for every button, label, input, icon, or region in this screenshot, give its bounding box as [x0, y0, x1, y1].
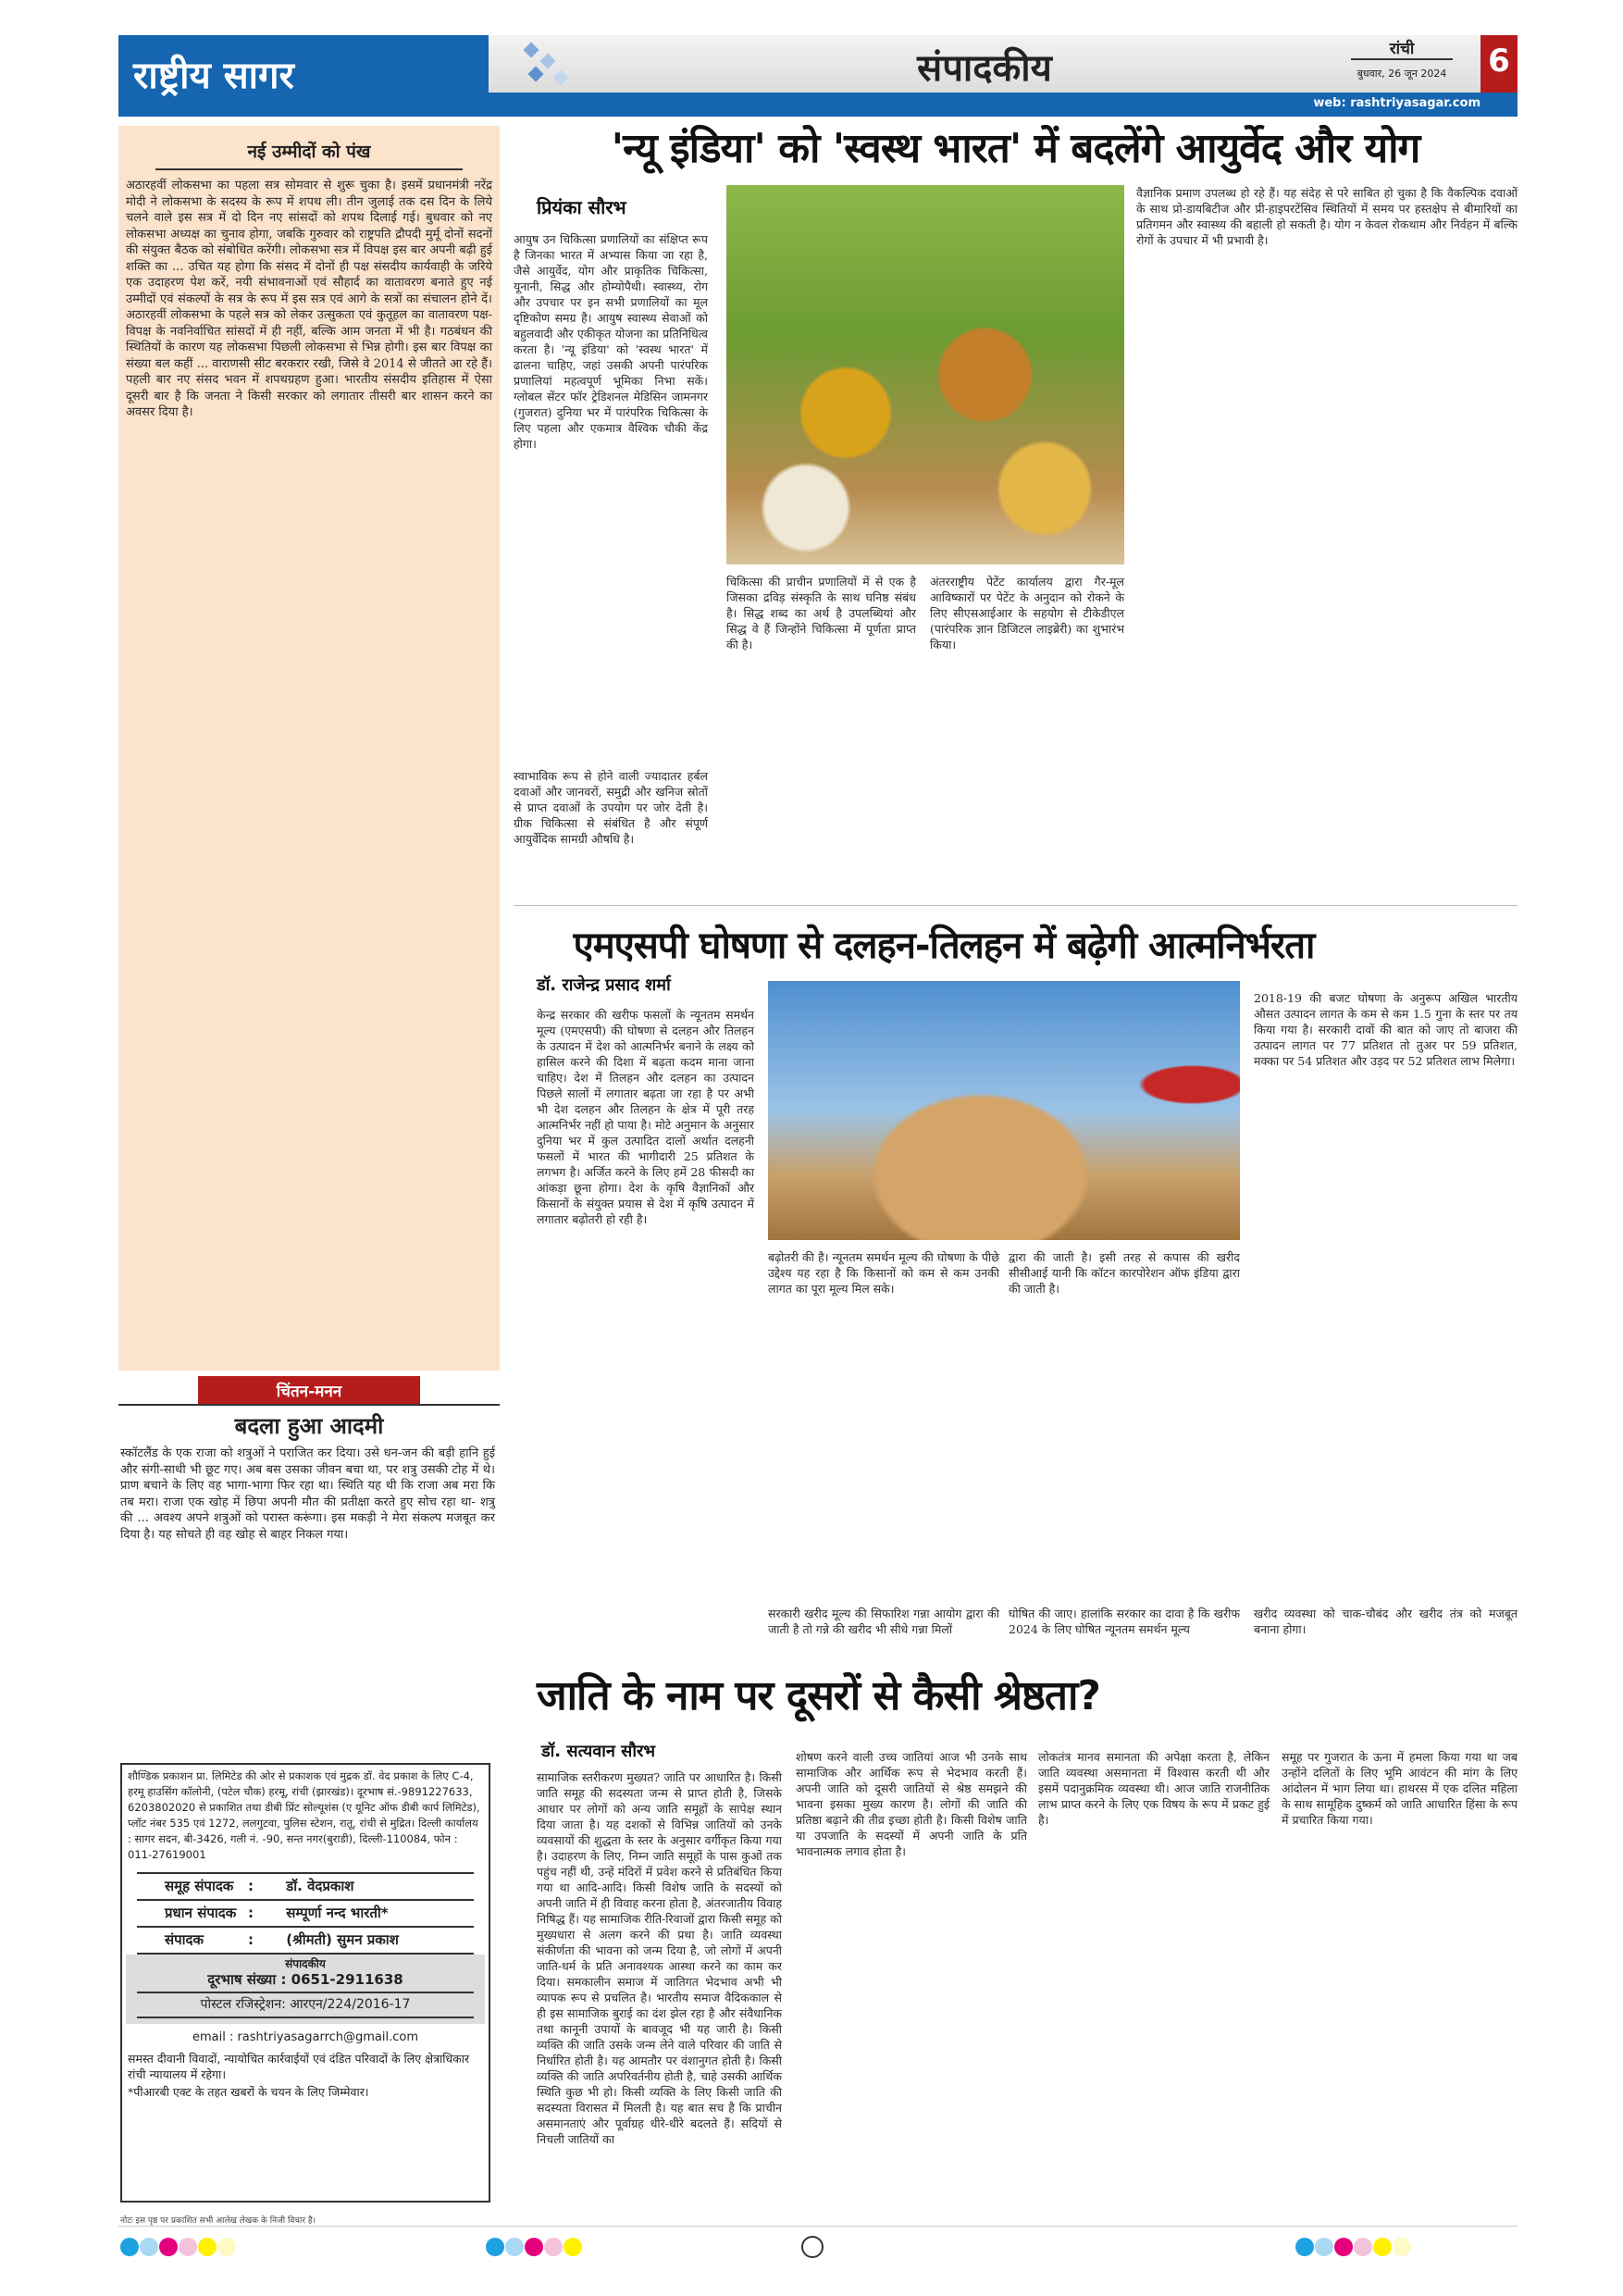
- chintan-label: चिंतन-मनन: [198, 1376, 420, 1404]
- editor-name: : सम्पूर्णा नन्द भारती*: [248, 1905, 389, 1921]
- article2-headline: एमएसपी घोषणा से दलहन-तिलहन में बढ़ेगी आत्मनिर्भरता: [573, 925, 1315, 967]
- article1-col3: स्वाभाविक रूप से होने वाली ज्यादातर हर्बल दवाओं और जानवरों, समुद्री और खनिज स्रोतों से प्राप्त दवाओं के उपयोग पर जोर देती है। ग्रीक चिकित्सा से संबंधित है और संपूर्ण आयुर्वेदिक सामग्री औषधि है।: [514, 769, 708, 846]
- article1-col1: आयुष उन चिकित्सा प्रणालियों का संक्षिप्त रूप है जिनका भारत में अभ्यास किया जा रहा है, जैसे आयुर्वेद, योग और प्राकृतिक चिकित्सा, यूनानी, सिद्ध और होम्योपैथी। स्वास्थ्य, रोग और उपचार पर इन सभी प्रणालियों का मूल दृष्टिकोण समग्र है। आयुष स्वास्थ्य सेवाओं को बहुलवादी और एकीकृत योजना का प्रतिनिधित्व करता है। 'न्यू इंडिया' को 'स्वस्थ भारत' में ढालना चाहिए, जहां उसकी अपनी पारंपरिक प्रणालियां महत्वपूर्ण भूमिका निभा सकें। ग्लोबल सेंटर फॉर ट्रेडिशनल मेडिसिन जामनगर (गुजरात) दुनिया भर में पारंपरिक चिकित्सा के लिए पहला और एकमात्र वैश्विक चौकी केंद्र होगा।: [514, 232, 708, 451]
- header-strip: [489, 93, 1518, 117]
- divider: [118, 2226, 1518, 2227]
- editor-name: : डॉ. वेदप्रकाश: [248, 1878, 354, 1894]
- article1-col5: वैज्ञानिक प्रमाण उपलब्ध हो रहे हैं। यह संदेह से परे साबित हो चुका है कि वैकल्पिक दवाओं के साथ प्रो-डायबिटीज और प्री-हाइपरटेंसिव स्थितियों में समय पर हस्तक्षेप से बीमारियों का प्रतिगमन और स्वास्थ्य की बहाली हो सकती है। योग न केवल रोकथाम और निर्वहन में बल्कि रोगों के उपचार में भी प्रभावी है।: [1136, 186, 1518, 247]
- article1-byline: प्रियंका सौरभ: [537, 196, 626, 218]
- ayurveda-herbs-image: [726, 185, 1124, 565]
- chintan-title: बदला हुआ आदमी: [234, 1413, 384, 1439]
- editor-role: संपादक: [165, 1931, 204, 1948]
- article2-col3: द्वारा की जाती है। इसी तरह से कपास की खरीद सीसीआई यानी कि कॉटन कारपोरेशन ऑफ इंडिया द्वारा की जाती है।: [1009, 1250, 1240, 1296]
- divider: [118, 1404, 500, 1406]
- chintan-body: स्कॉटलैंड के एक राजा को शत्रुओं ने पराजित कर दिया। उसे धन-जन की बड़ी हानि हुई और संगी-साथी भी छूट गए। अब बस उसका जीवन बचा था, पर शत्रु उसकी टोह में थे। प्राण बचाने के लिए वह भागा-भागा फिर रहा था। स्थिति यह थी कि राजा अब मरा कि तब मरा। राजा एक खोह में छिपा अपनी मौत की प्रतीक्षा करते हुए सोच रहा था- शत्रु की ... अवश्य अपने शत्रुओं को परास्त करूंगा। इस मकड़ी ने मेरा संकल्प मजबूत कर दिया है। यह सोचते ही वह खोह से बाहर निकल गया।: [120, 1446, 495, 1542]
- article3-col3: लोकतंत्र मानव समानता की अपेक्षा करता है, लेकिन जाति व्यवस्था असमानता में विश्वास करती थी और इसमें पदानुक्रमिक व्यवस्था थी। आज जाति राजनीतिक लाभ प्राप्त करने के लिए एक विषय के रूप में प्रकट हुई है।: [1038, 1750, 1270, 1827]
- section-title: संपादकीय: [917, 47, 1052, 90]
- article2-col4: 2018-19 की बजट घोषणा के अनुरूप अखिल भारतीय औसत उत्पादन लागत के कम से कम 1.5 गुना के स्तर पर तय किया गया है। सरकारी दावों की बात को जाए तो बाजरा की उत्पादन लागत पर 77 प्रतिशत तो तुअर पर 59 प्रतिशत, मक्का पर 54 प्रतिशत और उड़द पर 52 प्रतिशत लाभ मिलेगा।: [1254, 991, 1518, 1068]
- edition-city: रांची: [1351, 37, 1453, 60]
- publisher-info: शौण्डिक प्रकाशन प्रा. लिमिटेड की ओर से प्रकाशक एवं मुद्रक डॉ. वेद प्रकाश के लिए C-4, हरमू हाउसिंग कॉलोनी, (पटेल चौक) हरमू, रांची (झारखंड)। दूरभाष सं.-9891227633, 6203802020 से प्रकाशित तथा डीबी प्रिंट सोल्यूशंस (ए यूनिट ऑफ डीबी कार्प लिमिटेड), प्लॉट नंबर 535 एवं 1272, ललगुटवा, पुलिस स्टेशन, रातू, रांची से मुद्रित। दिल्ली कार्यालय : सागर सदन, बी-3426, गली नं. -90, सन्त नगर(बुराडी), दिल्ली-110084, फोन : 011-27619001: [128, 1769, 480, 1861]
- editor-role: प्रधान संपादक: [165, 1905, 237, 1921]
- editor-role: समूह संपादक: [165, 1878, 234, 1894]
- section-band: [489, 35, 1481, 93]
- grain-harvest-image: [768, 981, 1240, 1240]
- editor-name: : (श्रीमती) सुमन प्रकाश: [248, 1931, 399, 1948]
- article2-col1: केन्द्र सरकार की खरीफ फसलों के न्यूनतम समर्थन मूल्य (एमएसपी) की घोषणा से दलहन और तिलहन के उत्पादन में देश को आत्मनिर्भर बनाने के लक्ष्य को हासिल करने की दिशा में बढ़ता कदम माना जाना चाहिए। देश में तिलहन और दलहन का उत्पादन पिछले सालों में लगातार बढ़ता जा रहा है पर अभी भी देश दलहन और तिलहन के क्षेत्र में पूरी तरह आत्मनिर्भर नहीं हो पाया है। मोटे अनुमान के अनुसार दुनिया भर में कुल उत्पादित दालों अर्थात दलहनी फसलों में भारत की भागीदारी 25 प्रतिशत के लगभग है। अर्जित करने के लिए हमें 28 फीसदी का आंकड़ा छूना होगा। देश के कृषि वैज्ञानिकों और किसानों के संयुक्त प्रयास से देश में कृषि उत्पादन में लगातार बढ़ोतरी हो रही है।: [537, 1008, 754, 1226]
- issue-date: बुधवार, 26 जून 2024: [1357, 68, 1447, 80]
- article2-col2: बढ़ोतरी की है। न्यूनतम समर्थन मूल्य की घोषणा के पीछे उद्देश्य यह रहा है कि किसानों को कम से कम उनकी लागत का पूरा मूल्य मिल सके।: [768, 1250, 999, 1296]
- masthead-logo: राष्ट्रीय सागर: [118, 35, 489, 117]
- prb-note: *पीआरबी एक्ट के तहत खबरों के चयन के लिए जिम्मेवार।: [128, 2085, 369, 2099]
- editorial-body: अठारहवीं लोकसभा का पहला सत्र सोमवार से शुरू चुका है। इसमें प्रधानमंत्री नरेंद्र मोदी ने लोकसभा के सदस्य के रूप में शपथ ली। तीन जुलाई तक दस दिन के लिये चलने वाले इस सत्र में दो दिन नए सांसदों को शपथ दिलाई गई। बुधवार को नए लोकसभा अध्यक्ष का चुनाव होगा, जबकि गुरुवार को राष्ट्रपति द्रौपदी मुर्मू दोनों सदनों की संयुक्त बैठक को संबोधित करेंगी। लोकसभा सत्र में विपक्ष इस बार अपनी बढ़ी हुई शक्ति का ... उचित यह होगा कि संसद में दोनों ही पक्ष संसदीय कार्यवाही के जरिये एक उदाहरण पेश करें, नयी संभावनाओं एवं सौहार्द का वातावरण बनाते हुए नई उम्मीदों एवं संकल्पों के सत्र के रूप में इस सत्र एवं आगे के सत्रों का संचालन होने दें। अठारहवीं लोकसभा के पहले सत्र को लेकर उत्सुकता एवं कुतूहल का वातावरण पक्ष-विपक्ष के नवनिर्वाचित सांसदों में ही नहीं, बल्कि आम जनता में भी है। गठबंधन की स्थितियों के कारण यह लोकसभा पिछली लोकसभा से भिन्न होगी। इस बार विपक्ष का संख्या बल कहीं ... वाराणसी सीट बरकरार रखी, जिसे वे 2014 से जीतते आ रहे हैं। पहली बार नए संसद भवन में शपथग्रहण हुआ। भारतीय संसदीय इतिहास में ऐसा दूसरी बार है कि जनता ने किसी सरकार को लगातार तीसरी बार शासन करने का अवसर दिया है।: [126, 179, 492, 419]
- article2-tail: सरकारी खरीद मूल्य की सिफारिश गन्ना आयोग द्वारा की जाती है तो गन्ने की खरीद भी सीधे गन्ना मिलों: [768, 1607, 999, 1636]
- article3-col4: समूह पर गुजरात के ऊना में हमला किया गया था जब उन्होंने दलितों के लिए भूमि आवंटन की मांग के लिए आंदोलन में भाग लिया था। हाथरस में एक दलित महिला के साथ सामूहिक दुष्कर्म को जाति आधारित हिंसा के रूप में प्रचारित किया गया।: [1282, 1750, 1518, 1827]
- page-number: 6: [1481, 35, 1518, 93]
- editor-row: [137, 1874, 474, 1901]
- article2-tail: घोषित की जाए। हालांकि सरकार का दावा है कि खरीफ 2024 के लिए घोषित न्यूनतम समर्थन मूल्य: [1009, 1607, 1240, 1636]
- desk-label: संपादकीय: [285, 1957, 326, 1970]
- article3-col2: शोषण करने वाली उच्च जातियां आज भी उनके साथ सामाजिक और आर्थिक रूप से भेदभाव करती हैं। अपनी जाति को दूसरी जातियों से श्रेष्ठ समझने की भावना इसका मुख्य कारण है। लोगों की जाति की प्रतिष्ठा बढ़ाने की तीव्र इच्छा होती है। किसी विशेष जाति या उपजाति के सदस्यों में अपनी जाति के प्रति भावनात्मक लगाव होता है।: [796, 1750, 1027, 1858]
- article3-byline: डॉ. सत्यवान सौरभ: [541, 1742, 655, 1761]
- article3-headline: जाति के नाम पर दूसरों से कैसी श्रेष्ठता?: [537, 1672, 1100, 1719]
- editorial-title: नई उम्मीदों को पंख: [155, 139, 463, 170]
- divider: [514, 905, 1518, 906]
- contact-panel: [126, 1955, 485, 2024]
- postal-registration: पोस्टल रजिस्ट्रेशन: आरएन/224/2016-17: [137, 1993, 474, 2018]
- article3-col1: सामाजिक स्तरीकरण मुख्यत? जाति पर आधारित है। किसी जाति समूह की सदस्यता जन्म से प्राप्त होती है, जिसके आधार पर लोगों को अन्य जाति समूहों के सापेक्ष स्थान दिया जाता है। यह दशकों से विभिन्न जातियों को उनके व्यवसायों की शुद्धता के स्तर के अनुसार वर्गीकृत किया गया है। उदाहरण के लिए, निम्न जाति समूहों के पास कुओं तक पहुंच नहीं थी, उन्हें मंदिरों में प्रवेश करने से प्रतिबंधित किया गया था आदि-आदि। किसी विशेष जाति के सदस्यों को अपनी जाति में ही विवाह करना होता है, अंतरजातीय विवाह निषिद्ध हैं। यह सामाजिक रीति-रिवाजों द्वारा किसी समूह को मुख्यधारा से अलग करने की प्रथा है। जाति व्यवस्था संकीर्णता की भावना को जन्म दिया है, जो लोगों में अपनी जाति-धर्म के प्रति अनावश्यक आस्था करने का काम कर दिया। समकालीन समाज में जातिगत भेदभाव अभी भी व्यापक रूप से प्रचलित है। भारतीय समाज वैदिककाल से ही इस सामाजिक बुराई का दंश झेल रहा है और संवैधानिक तथा कानूनी उपायों के बावजूद भी यह जारी है। किसी व्यक्ति की जाति उसके जन्म लेने वाले परिवार की जाति से निर्धारित होती है। यह आमतौर पर वंशानुगत होती है। किसी व्यक्ति की जाति अपरिवर्तनीय होती है, चाहे उसकी आर्थिक स्थिति कुछ भी हो। किसी व्यक्ति के लिए किसी जाति की सदस्यता विरासत में मिलती है। यह बात सच है कि प्राचीन असमानताएं और पूर्वाग्रह धीरे-धीरे बदलते हैं। सदियों से निचली जातियों का: [537, 1770, 782, 2146]
- phone-number: दूरभाष संख्या : 0651-2911638: [137, 1972, 474, 1993]
- article2-byline: डॉ. राजेन्द्र प्रसाद शर्मा: [537, 975, 671, 995]
- jurisdiction-note: समस्त दीवानी विवादों, न्यायोचित कार्रवाईयों एवं दंडित परिवादों के लिए क्षेत्राधिकार रांची न्यायालय में रहेगा।: [128, 2052, 470, 2081]
- email-link[interactable]: email : rashtriyasagarrch@gmail.com: [192, 2030, 419, 2044]
- disclaimer-note: नोटः इस पृष्ठ पर प्रकाशित सभी आलेख लेखक के निजी विचार है।: [120, 2216, 316, 2226]
- article1-col2: चिकित्सा की प्राचीन प्रणालियों में से एक है जिसका द्रविड़ संस्कृति के साथ घनिष्ठ संबंध है। सिद्ध शब्द का अर्थ है उपलब्धियां और सिद्ध वे हैं जिन्होंने चिकित्सा में पूर्णता प्राप्त की है।: [726, 575, 916, 652]
- article2-tail: खरीद व्यवस्था को चाक-चौबंद और खरीद तंत्र को मजबूत बनाना होगा।: [1254, 1607, 1518, 1636]
- imprint-box: [120, 1763, 490, 2203]
- editor-row: [137, 1928, 474, 1955]
- article1-col4: अंतरराष्ट्रीय पेटेंट कार्यालय द्वारा गैर-मूल आविष्कारों पर पेटेंट के अनुदान को रोकने के लिए सीएसआईआर के सहयोग से टीकेडीएल (पारंपरिक ज्ञान डिजिटल लाइब्रेरी) का शुभारंभ किया।: [930, 575, 1124, 652]
- article1-headline: 'न्यू इंडिया' को 'स्वस्थ भारत' में बदलेंगे आयुर्वेद और योग: [611, 125, 1420, 172]
- editorial-box: [118, 126, 500, 1371]
- editor-row: [137, 1901, 474, 1928]
- website-link[interactable]: web: rashtriyasagar.com: [1313, 96, 1481, 110]
- crosshair-mark: [801, 2236, 824, 2258]
